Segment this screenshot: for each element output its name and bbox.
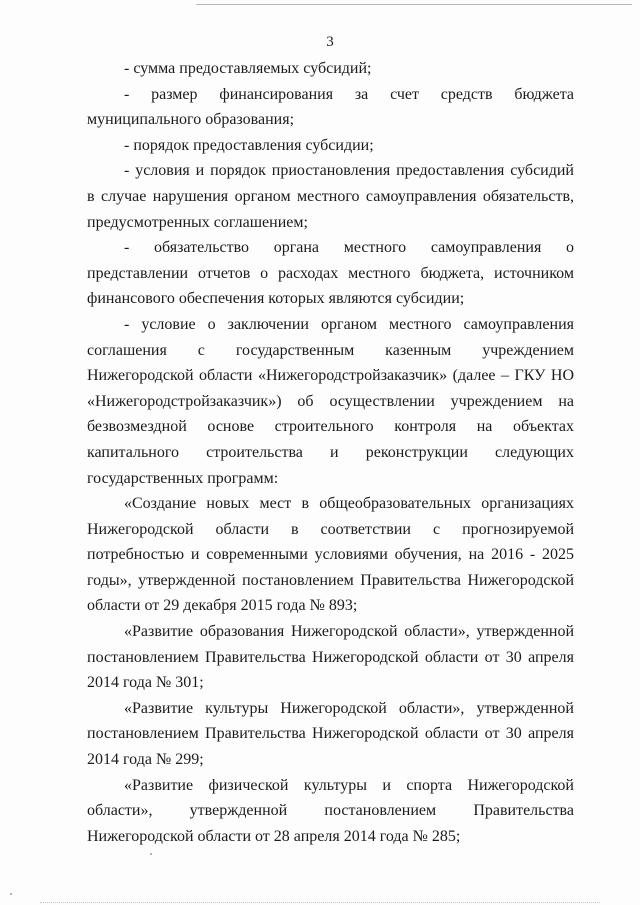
scan-speck [10,893,12,895]
paragraph-program-new-school-places: «Создание новых мест в общеобразовательных организациях Нижегородской области в соответствии с прогнозируемой потребностью и современными условиями обучения, на 2016 - 2025 годы», утвержденной постановлением Правительства Нижегородской области от 29 декабря 2015 года № 893; [87,495,574,615]
paragraph-program-sport: «Развитие физической культуры и спорта Нижегородской области», утвержденной постановлением Правительства Нижегородской области от 28 апреля 2014 года № 285; [87,776,574,845]
paragraph-subsidy-amount: - сумма предоставляемых субсидий; [124,60,372,77]
page-number: 3 [326,34,334,50]
paragraph-funding-size: - размер финансирования за счет средств бюджета муниципального образования; [87,85,574,129]
paragraph-suspension-conditions: - условия и порядок приостановления предоставления субсидий в случае нарушения органом местного самоуправления обязательств, предусмотренных соглашением; [87,162,574,231]
paragraph-program-culture: «Развитие культуры Нижегородской области», утвержденной постановлением Правительства Нижегородской области от 30 апреля 2014 года № 299; [87,699,574,769]
scan-top-rule [196,4,632,5]
document-body [87,56,574,849]
scan-speck [150,853,152,855]
paragraph-construction-control: - условие о заключении органом местного самоуправления соглашения с государственным казенным учреждением Нижегородской области «Нижегородстройзаказчик» (далее – ГКУ НО «Нижегородстройзаказчик») об осуществлении учреждением на безвозмездной основе строительного контроля на объектах капитального строительства и реконструкции следующих государственных программ: [87,315,574,487]
scan-bottom-edge [40,902,600,903]
paragraph-program-education: «Развитие образования Нижегородской области», утвержденной постановлением Правительства Нижегородской области от 30 апреля 2014 года № 301; [87,623,574,692]
paragraph-reporting-obligation: - обязательство органа местного самоуправления о представлении отчетов о расходах местного бюджета, источником финансового обеспечения которых являются субсидии; [87,239,574,308]
paragraph-subsidy-procedure: - порядок предоставления субсидии; [124,136,374,154]
